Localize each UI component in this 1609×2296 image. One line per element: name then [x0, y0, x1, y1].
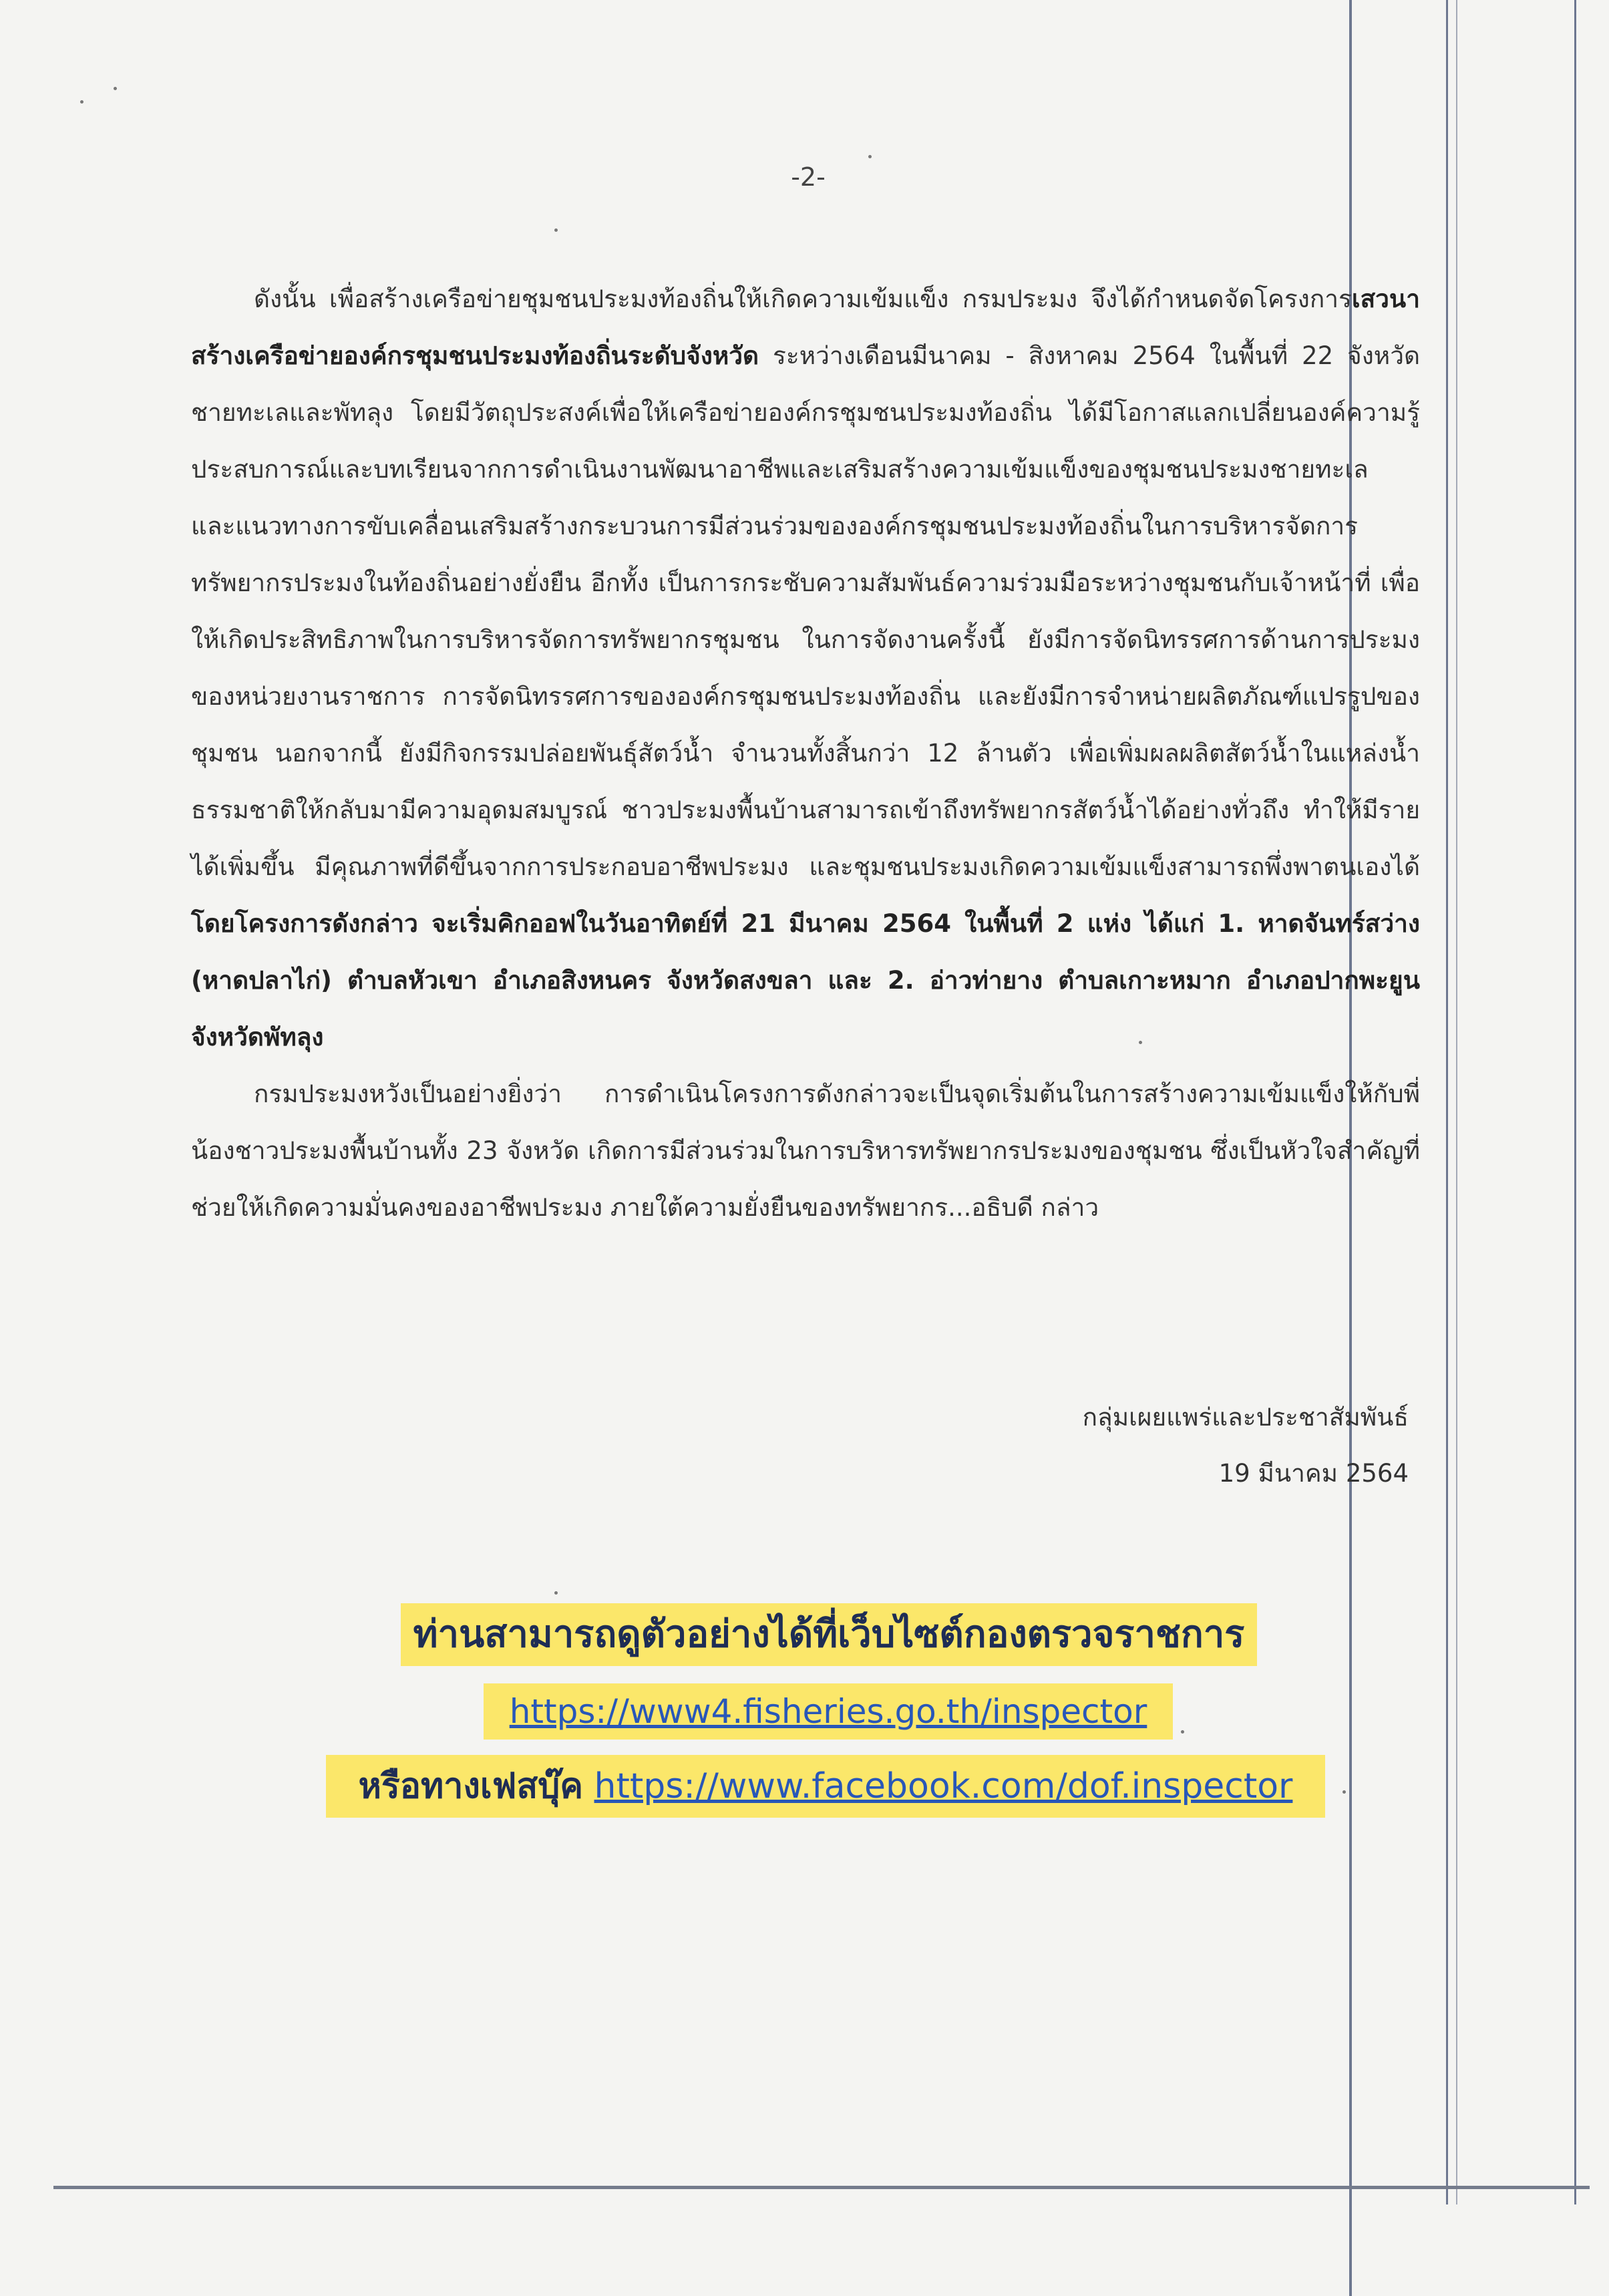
footer-rule	[53, 2186, 1590, 2189]
paragraph-2: กรมประมงหวังเป็นอย่างยิ่งว่า การดำเนินโครงการดังกล่าวจะเป็นจุดเริ่มต้นในการสร้างความเข้มแข็งให้กับพี่น้องชาวประมงพื้นบ้านทั้ง 23 จังหวัด เกิดการมีส่วนร่วมในการบริหารทรัพยากรประมงของชุมชน ซึ่งเป็นหัวใจสำคัญที่ช่วยให้เกิดความมั่นคงของอาชีพประมง ภายใต้ความยั่งยืนของทรัพยากร...อธิบดี กล่าว	[191, 1080, 1420, 1222]
facebook-link[interactable]: https://www.facebook.com/dof.inspector	[594, 1766, 1293, 1806]
scan-speck	[868, 155, 872, 158]
scan-speck	[554, 228, 558, 232]
binding-line	[1574, 0, 1576, 2204]
scan-speck	[114, 87, 117, 90]
scan-speck	[80, 100, 83, 104]
page-number: -2-	[791, 162, 826, 192]
body-text	[191, 271, 1420, 1236]
paragraph-1-text-1: ดังนั้น เพื่อสร้างเครือข่ายชุมชนประมงท้องถิ่นให้เกิดความเข้มแข็ง กรมประมง จึงได้กำหนดจัดโครงการ	[254, 285, 1352, 313]
binding-line	[1456, 0, 1457, 2204]
website-link[interactable]: https://www4.fisheries.go.th/inspector	[509, 1692, 1147, 1731]
kickoff-details: โดยโครงการดังกล่าว จะเริ่มคิกออฟในวันอาทิตย์ที่ 21 มีนาคม 2564 ในพื้นที่ 2 แห่ง ได้แก่ 1. หาดจันทร์สว่าง (หาดปลาไก่) ตำบลหัวเขา อำเภอสิงหนคร จังหวัดสงขลา และ 2. อ่าวท่ายาง ตำบลเกาะหมาก อำเภอปากพะยูน จังหวัดพัทลุง	[191, 909, 1420, 1051]
facebook-prefix: หรือทางเฟสบุ๊ค	[358, 1766, 583, 1806]
facebook-line	[326, 1755, 1325, 1818]
scan-speck	[1343, 1790, 1346, 1794]
scan-speck	[1181, 1730, 1184, 1734]
paragraph-1-text-2: ระหว่างเดือนมีนาคม - สิงหาคม 2564 ในพื้นที่ 22 จังหวัดชายทะเลและพัทลุง โดยมีวัตถุประสงค์เพื่อให้เครือข่ายองค์กรชุมชนประมงท้องถิ่น ได้มีโอกาสแลกเปลี่ยนองค์ความรู้ ประสบการณ์และบทเรียนจากการดำเนินงานพัฒนาอาชีพและเสริมสร้างความเข้มแข็งของชุมชนประมงชายทะเล และแนวทางการขับเคลื่อนเสริมสร้างกระบวนการมีส่วนร่วมขององค์กรชุมชนประมงท้องถิ่นในการบริหารจัดการทรัพยากรประมงในท้องถิ่นอย่างยั่งยืน อีกทั้ง เป็นการกระชับความสัมพันธ์ความร่วมมือระหว่างชุมชนกับเจ้าหน้าที่ เพื่อให้เกิดประสิทธิภาพในการบริหารจัดการทรัพยากรชุมชน ในการจัดงานครั้งนี้ ยังมีการจัดนิทรรศการด้านการประมงของหน่วยงานราชการ การจัดนิทรรศการขององค์กรชุมชนประมงท้องถิ่น และยังมีการจำหน่ายผลิตภัณฑ์แปรรูปของชุมชน นอกจากนี้ ยังมีกิจกรรมปล่อยพันธุ์สัตว์น้ำ จำนวนทั้งสิ้นกว่า 12 ล้านตัว เพื่อเพิ่มผลผลิตสัตว์น้ำในแหล่งน้ำธรรมชาติให้กลับมามีความอุดมสมบูรณ์ ชาวประมงพื้นบ้านสามารถเข้าถึงทรัพยากรสัตว์น้ำได้อย่างทั่วถึง ทำให้มีรายได้เพิ่มขึ้น มีคุณภาพที่ดีขึ้นจากการประกอบอาชีพประมง และชุมชนประมงเกิดความเข้มแข็งสามารถพึ่งพาตนเองได้	[191, 341, 1420, 881]
binding-line	[1446, 0, 1448, 2204]
department-name: กลุ่มเผยแพร่และประชาสัมพันธ์	[1082, 1403, 1409, 1432]
paragraph-1	[191, 271, 1420, 1065]
issue-date: 19 มีนาคม 2564	[1218, 1459, 1409, 1488]
signature-block	[1083, 1389, 1409, 1502]
scan-speck	[554, 1591, 558, 1595]
notice-title: ท่านสามารถดูตัวอย่างได้ที่เว็บไซต์กองตรวจราชการ	[413, 1613, 1245, 1656]
project-name: เสวนาสร้างเครือข่ายองค์กรชุมชนประมงท้องถิ่นระดับจังหวัด	[191, 285, 1420, 370]
